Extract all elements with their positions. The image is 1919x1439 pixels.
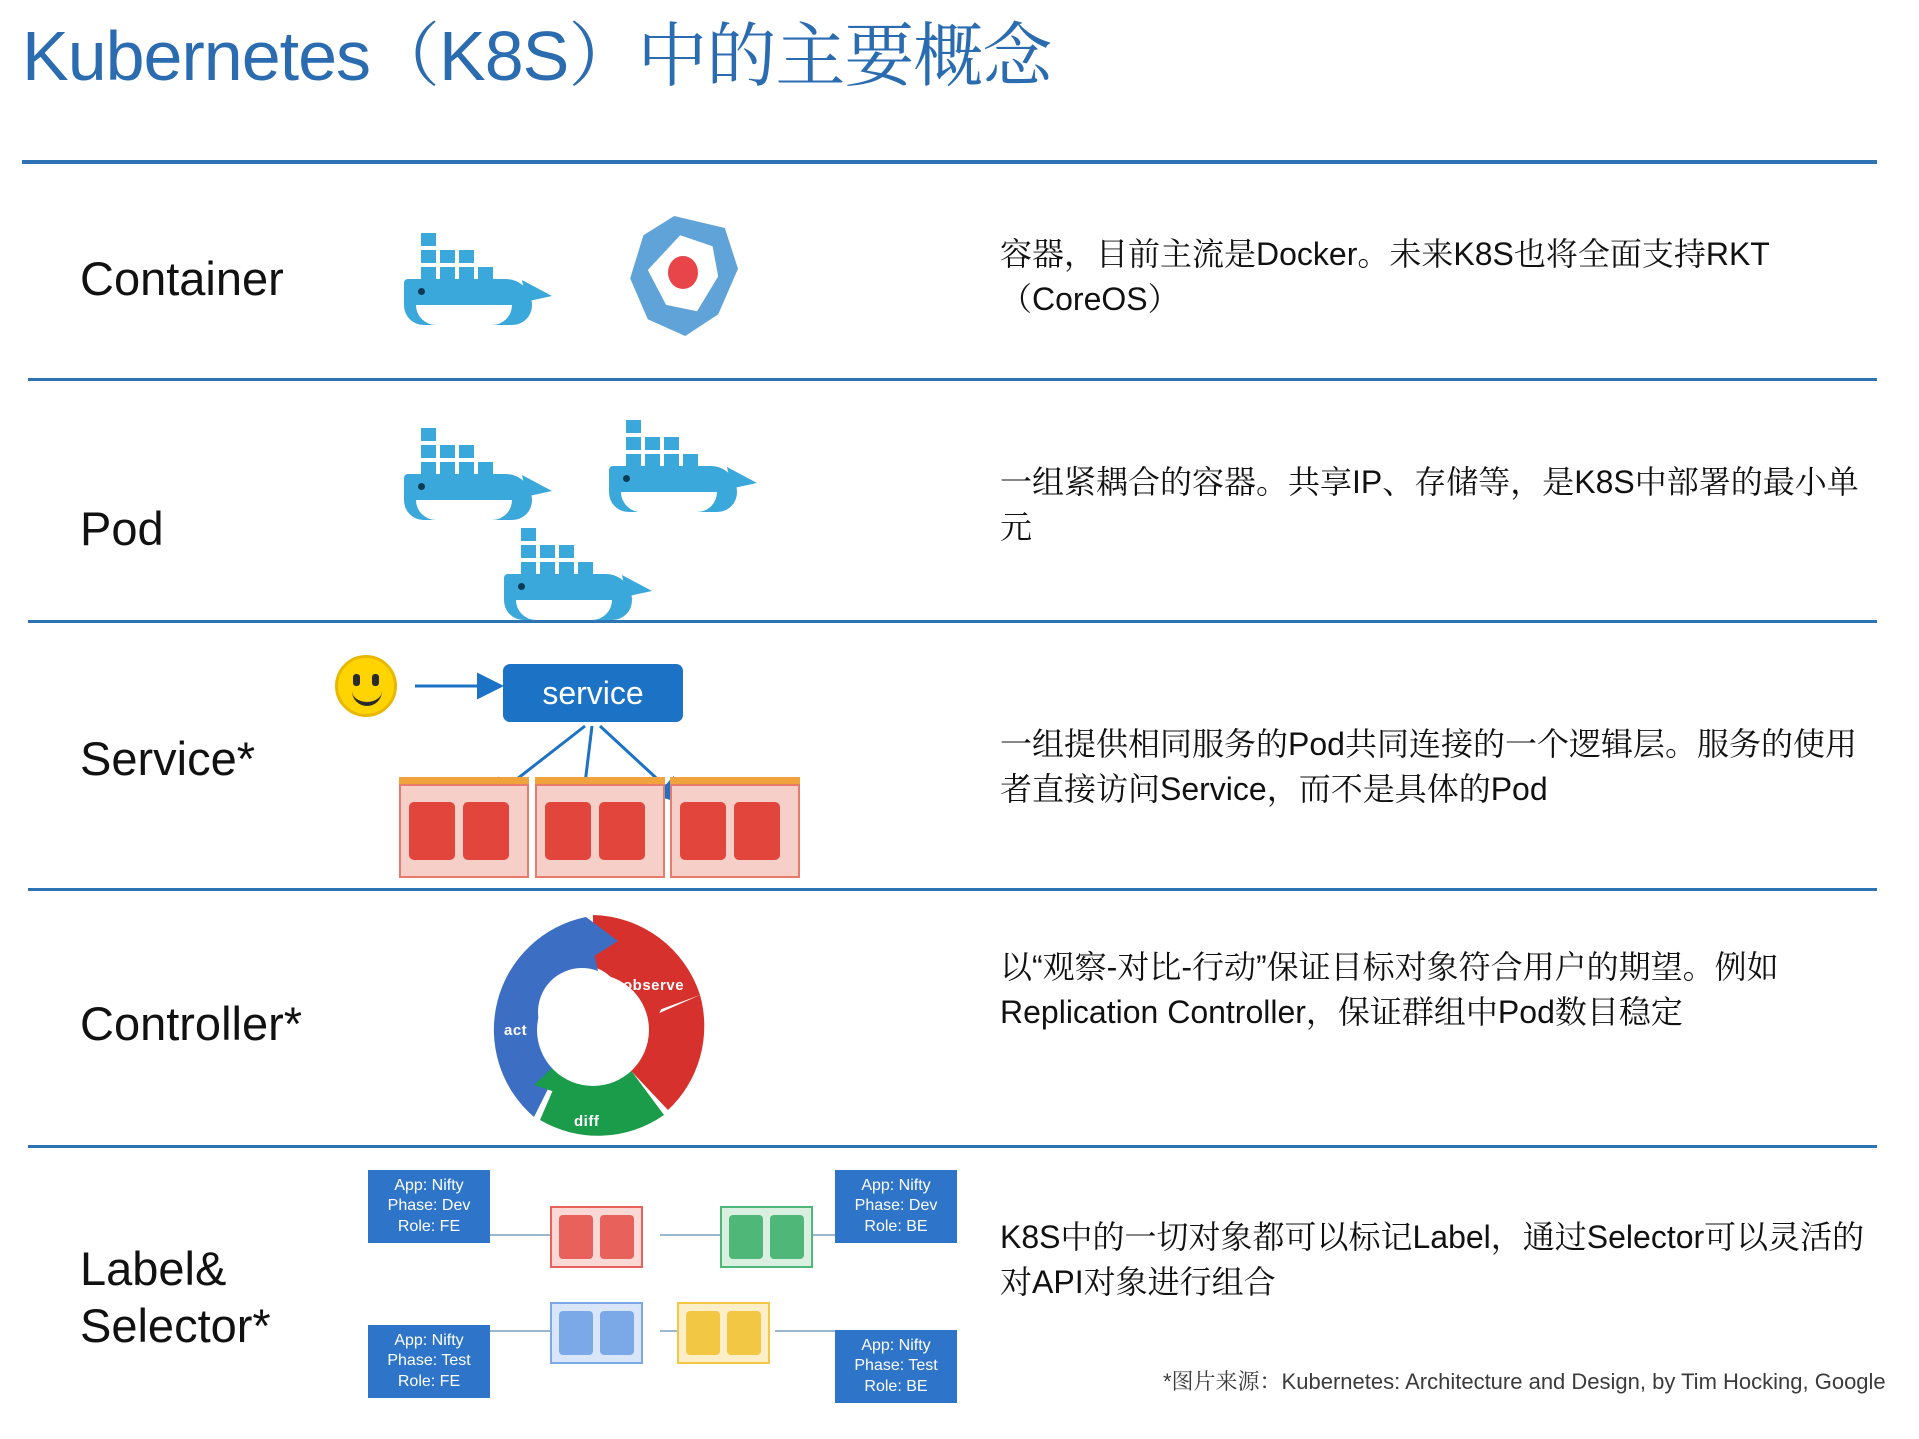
row-divider-1 — [28, 378, 1877, 381]
controller-label-act: act — [504, 1022, 528, 1039]
row-divider-3 — [28, 888, 1877, 891]
pod-group — [670, 784, 800, 878]
controller-label-observe: observe — [623, 977, 685, 994]
label-tag — [835, 1330, 957, 1403]
row-divider-4 — [28, 1145, 1877, 1148]
pod-cell — [680, 802, 726, 860]
row-desc-container: 容器，目前主流是Docker。未来K8S也将全面支持RKT（CoreOS） — [1000, 236, 1770, 318]
label-tag-phase: Phase: Test — [387, 1352, 471, 1370]
row-label-container: Container — [80, 252, 284, 305]
pod-cell — [559, 1215, 593, 1259]
label-tag — [835, 1170, 957, 1243]
pod-group-accent — [670, 777, 800, 784]
row-label-service: Service* — [80, 732, 256, 785]
docker-whale-icon — [605, 412, 755, 522]
coreos-rkt-icon — [628, 216, 738, 336]
pod-red — [550, 1206, 643, 1268]
row-desc-label-selector: K8S中的一切对象都可以标记Label，通过Selector可以灵活的对API对象进行组合 — [1000, 1219, 1865, 1301]
pod-cell — [600, 1311, 634, 1355]
pod-green — [720, 1206, 813, 1268]
pod-cell — [559, 1311, 593, 1355]
client-smiley-icon — [335, 655, 397, 717]
label-tag-role: Role: BE — [864, 1217, 928, 1235]
pod-cell — [770, 1215, 804, 1259]
row-label-label-selector: Label& Selector* — [80, 1242, 271, 1353]
connector-line — [490, 1234, 552, 1236]
source-note: *图片来源：Kubernetes: Architecture and Design, by Tim Hocking, Google — [1163, 1369, 1886, 1394]
page-title: Kubernetes（K8S）中的主要概念 — [22, 17, 1052, 95]
controller-cycle-diagram — [468, 905, 718, 1155]
row-divider-2 — [28, 620, 1877, 623]
pod-yellow — [677, 1302, 770, 1364]
pod-group-accent — [535, 777, 665, 784]
pod-cell — [686, 1311, 720, 1355]
label-tag-app: App: Nifty — [861, 1337, 931, 1354]
pod-cell — [734, 802, 780, 860]
label-tag-phase: Phase: Dev — [854, 1197, 938, 1215]
label-tag-role: Role: FE — [397, 1217, 461, 1235]
pod-group — [535, 784, 665, 878]
connector-line — [490, 1330, 552, 1332]
row-desc-pod: 一组紧耦合的容器。共享IP、存储等，是K8S中部署的最小单元 — [1000, 464, 1859, 546]
label-tag-phase: Phase: Test — [854, 1357, 938, 1375]
pod-cell — [727, 1311, 761, 1355]
service-box: service — [503, 664, 683, 722]
pod-cell — [729, 1215, 763, 1259]
label-tag-role: Role: FE — [397, 1372, 461, 1390]
docker-whale-icon — [400, 420, 550, 530]
pod-cell — [545, 802, 591, 860]
label-tag-role: Role: BE — [864, 1377, 928, 1395]
docker-whale-icon — [500, 520, 650, 630]
pod-group — [399, 784, 529, 878]
label-tag-app: App: Nifty — [394, 1177, 464, 1194]
pod-blue — [550, 1302, 643, 1364]
pod-cell — [599, 802, 645, 860]
pod-cell — [463, 802, 509, 860]
label-tag — [368, 1170, 490, 1243]
label-tag-phase: Phase: Dev — [387, 1197, 471, 1215]
label-tag — [368, 1325, 490, 1398]
connector-line — [775, 1330, 835, 1332]
label-tag-app: App: Nifty — [861, 1177, 931, 1194]
pod-cell — [600, 1215, 634, 1259]
row-desc-service: 一组提供相同服务的Pod共同连接的一个逻辑层。服务的使用者直接访问Service，而不是具体的Pod — [1000, 726, 1857, 808]
controller-label-diff: diff — [574, 1113, 600, 1130]
title-divider — [22, 160, 1877, 164]
row-label-pod: Pod — [80, 502, 164, 555]
pod-cell — [409, 802, 455, 860]
label-tag-app: App: Nifty — [394, 1332, 464, 1349]
row-desc-controller: 以“观察-对比-行动”保证目标对象符合用户的期望。例如Replication Controller，保证群组中Pod数目稳定 — [1000, 949, 1779, 1031]
pod-group-accent — [399, 777, 529, 784]
connector-line — [660, 1234, 722, 1236]
docker-whale-icon — [400, 225, 550, 335]
row-label-controller: Controller* — [80, 997, 303, 1050]
